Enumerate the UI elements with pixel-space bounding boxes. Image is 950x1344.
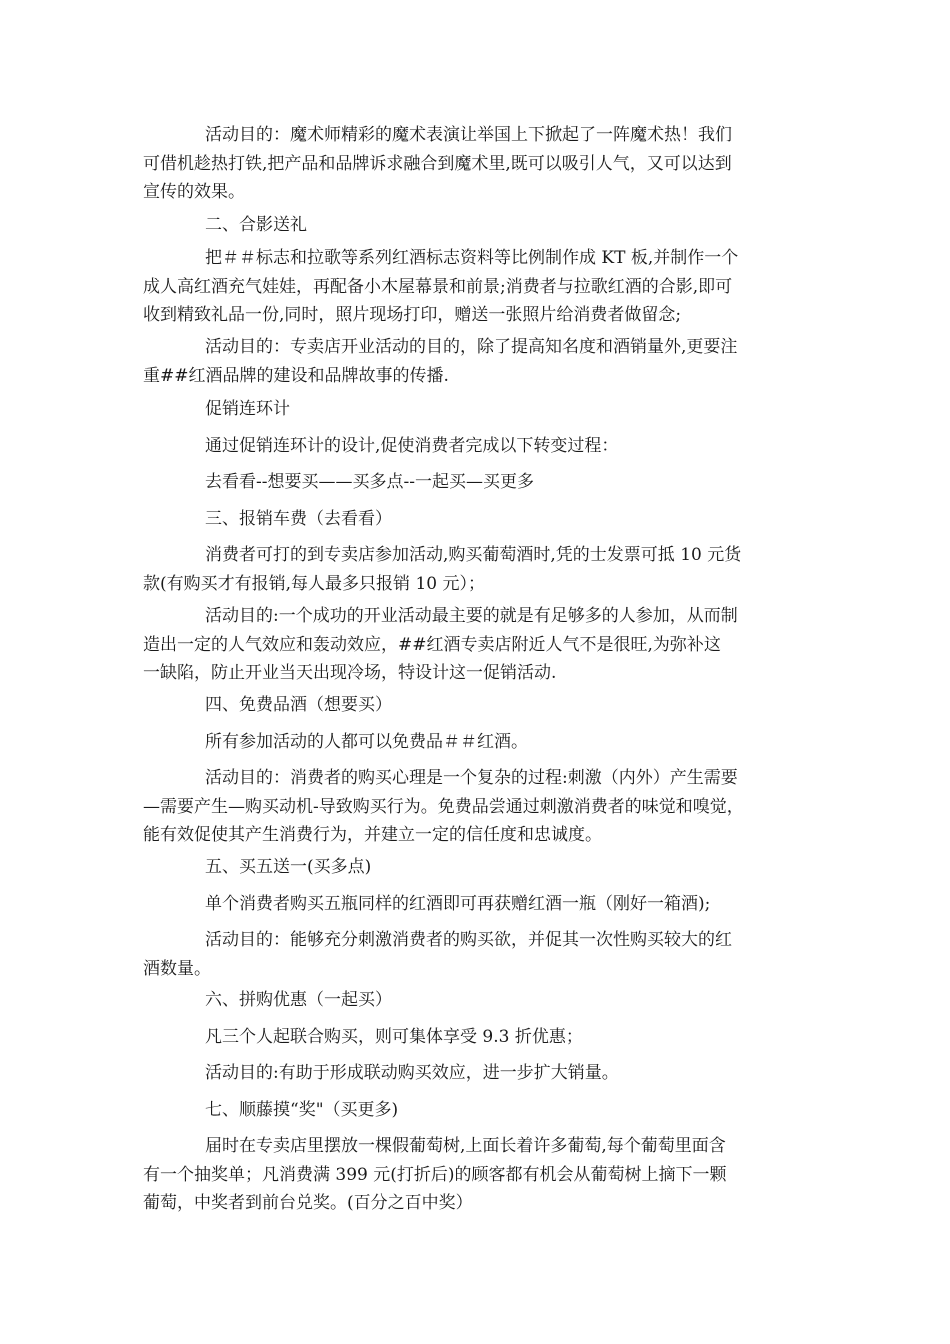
section-heading: 三、报销车费（去看看）: [205, 509, 392, 529]
section-heading: 二、合影送礼: [205, 215, 307, 235]
paragraph: 活动目的：能够充分刺激消费者的购买欲，并促其一次性购买较大的红 酒数量。: [143, 930, 732, 979]
section-heading: 四、免费品酒（想要买）: [205, 695, 392, 715]
paragraph: 活动目的：专卖店开业活动的目的，除了提高知名度和酒销量外,更要注 重##红酒品牌的建设和品牌故事的传播.: [143, 337, 738, 386]
paragraph: 活动目的:一个成功的开业活动最主要的就是有足够多的人参加，从而制 造出一定的人气效应和轰动效应，##红酒专卖店附近人气不是很旺,为弥补这 一缺陷，防止开业当天出现冷场，特设计这一促销活动.: [143, 606, 738, 683]
section-heading: 五、买五送一(买多点): [205, 857, 372, 877]
paragraph: 活动目的：魔术师精彩的魔术表演让举国上下掀起了一阵魔术热！我们 可借机趁热打铁,把产品和品牌诉求融合到魔术里,既可以吸引人气，又可以达到 宣传的效果。: [143, 125, 732, 202]
paragraph: 凡三个人起联合购买，则可集体享受 9.3 折优惠；: [205, 1027, 583, 1047]
section-heading: 促销连环计: [205, 399, 290, 419]
paragraph: 单个消费者购买五瓶同样的红酒即可再获赠红酒一瓶（刚好一箱酒);: [205, 894, 711, 914]
paragraph: 消费者可打的到专卖店参加活动,购买葡萄酒时,凭的士发票可抵 10 元货 款(有购买才有报销,每人最多只报销 10 元）；: [143, 545, 742, 594]
paragraph: 把＃＃标志和拉歌等系列红酒标志资料等比例制作成 KT 板,并制作一个 成人高红酒充气娃娃，再配备小木屋幕景和前景;消费者与拉歌红酒的合影,即可 收到精致礼品一份,同时，照片现场打印，赠送一张照片给消费者做留念;: [143, 248, 739, 325]
paragraph: 活动目的:有助于形成联动购买效应，进一步扩大销量。: [205, 1063, 619, 1083]
paragraph: 活动目的：消费者的购买心理是一个复杂的过程:刺激（内外）产生需要 —需要产生—购买动机-导致购买行为。免费品尝通过刺激消费者的味觉和嗅觉， 能有效促使其产生消费行为，并建立一定的信任度和忠诚度。: [143, 768, 744, 845]
section-heading: 六、拼购优惠（一起买）: [205, 990, 392, 1010]
paragraph: 所有参加活动的人都可以免费品＃＃红酒。: [205, 732, 528, 752]
paragraph: 届时在专卖店里摆放一棵假葡萄树,上面长着许多葡萄,每个葡萄里面含 有一个抽奖单；凡消费满 399 元(打折后)的顾客都有机会从葡萄树上摘下一颗 葡萄，中奖者到前台兑奖。(百分之百中奖）: [143, 1136, 727, 1213]
paragraph: 通过促销连环计的设计,促使消费者完成以下转变过程：: [205, 436, 619, 456]
section-heading: 七、顺藤摸“奖"（买更多): [205, 1100, 399, 1120]
paragraph: 去看看--想要买——买多点--一起买—买更多: [205, 472, 534, 492]
